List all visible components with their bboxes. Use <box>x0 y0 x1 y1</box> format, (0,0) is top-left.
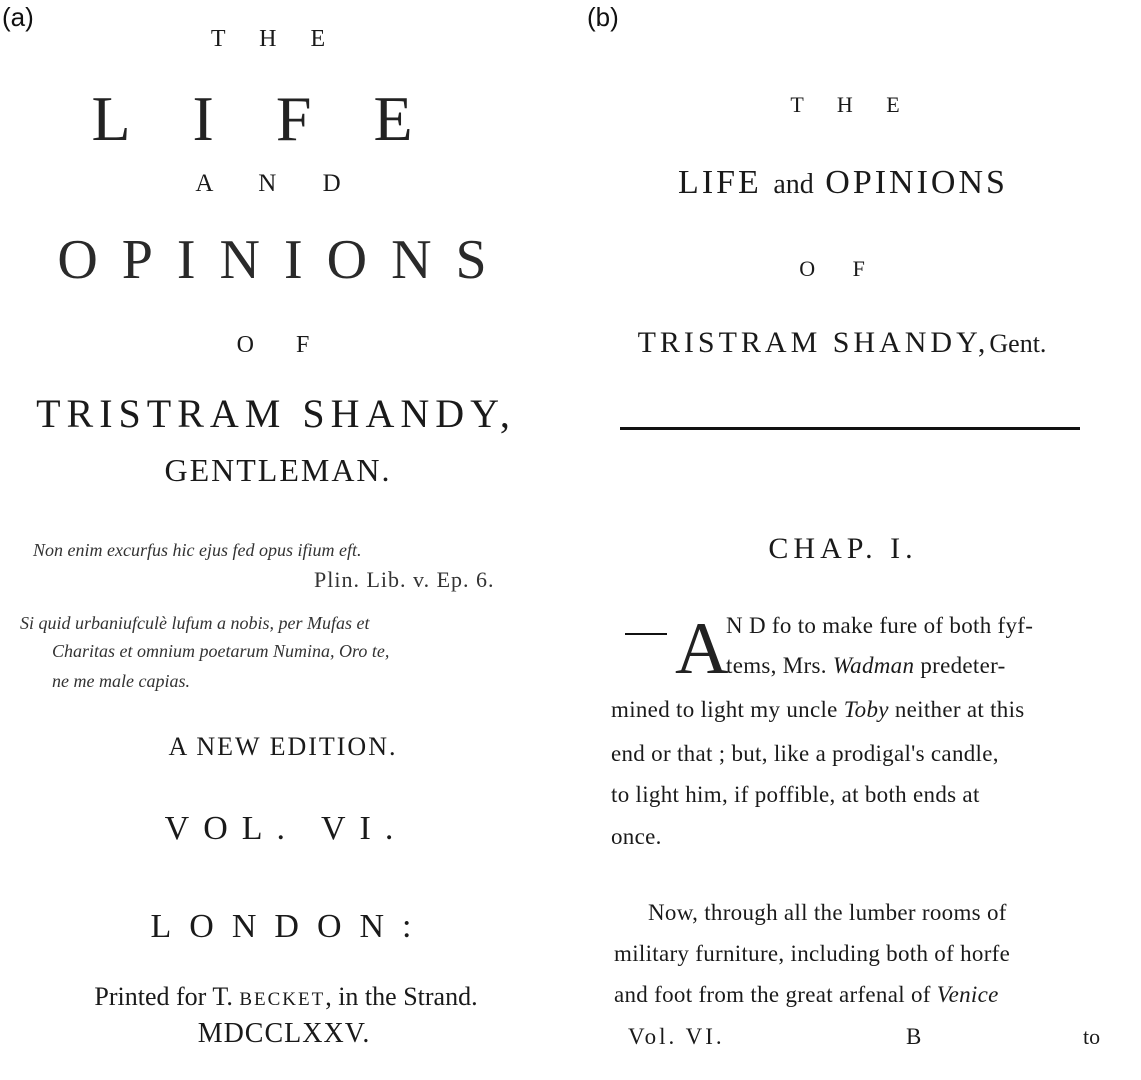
em-dash-rule <box>625 633 667 635</box>
header-and: and <box>773 169 814 200</box>
para2-line-2: military furniture, including both of horfe <box>614 941 1011 966</box>
title-the: T H E <box>210 26 340 52</box>
imprint-suffix: , in the Strand. <box>325 982 478 1011</box>
para1-line-2 <box>726 653 1006 679</box>
title-opinions: OPINIONS <box>57 229 511 291</box>
header-opinions: OPINIONS <box>825 164 1008 201</box>
header-name: TRISTRAM SHANDY, <box>637 326 990 359</box>
imprint-prefix: Printed for T. <box>94 982 240 1011</box>
title-of: O F <box>236 332 328 358</box>
name-wadman: Wadman <box>832 653 915 678</box>
title-name: TRISTRAM SHANDY, <box>36 391 516 436</box>
motto-line-3: Si quid urbaniufculè lufum a nobis, per Mufas et <box>20 613 370 633</box>
footer-catchword: to <box>1083 1024 1101 1049</box>
para1-line-1: N D fo to make fure of both fyf- <box>726 613 1034 638</box>
para2-line-3-a: and foot from the great arfenal of <box>614 982 937 1007</box>
footer-signature: B <box>906 1024 922 1049</box>
para1-line-5: to light him, if poffible, at both ends at <box>611 782 980 807</box>
motto-line-4: Charitas et omnium poetarum Numina, Oro te, <box>52 641 390 661</box>
imprint-publisher: BECKET <box>239 989 326 1010</box>
header-life: LIFE <box>678 164 762 201</box>
para1-line-3 <box>611 697 1025 723</box>
name-toby: Toby <box>843 697 889 722</box>
motto-line-5: ne me male capias. <box>52 671 190 691</box>
title-gentleman: GENTLEMAN. <box>164 452 392 488</box>
para1-line-2-b: predeter- <box>914 653 1006 678</box>
chapter-heading: CHAP. I. <box>768 532 918 565</box>
title-and: A N D <box>195 170 361 197</box>
motto-citation: Plin. Lib. v. Ep. 6. <box>314 567 495 592</box>
imprint-date: MDCCLXXV. <box>197 1018 371 1049</box>
header-the: T H E <box>790 92 914 117</box>
footer-volume: Vol. VI. <box>628 1024 725 1049</box>
imprint-line <box>94 982 477 1012</box>
motto-line-1: Non enim excurfus hic ejus fed opus ifium eft. <box>33 540 362 560</box>
volume-label: VOL. VI. <box>164 810 408 847</box>
para1-line-6: once. <box>611 824 662 849</box>
header-life-opinions <box>678 164 1008 202</box>
imprint-city: LONDON: <box>150 908 430 945</box>
name-venice: Venice <box>936 982 999 1007</box>
para2-line-3 <box>614 982 999 1008</box>
header-gent: Gent. <box>989 329 1047 358</box>
panel-b-label: (b) <box>587 2 619 32</box>
title-life: LIFE <box>91 83 475 154</box>
header-name-line <box>638 326 1047 360</box>
header-of: O F <box>799 256 881 281</box>
para2-line-1: Now, through all the lumber rooms of <box>648 900 1007 925</box>
para1-line-2-a: tems, Mrs. <box>726 653 833 678</box>
section-rule <box>620 427 1080 430</box>
drop-cap: A <box>675 608 729 690</box>
para1-line-4: end or that ; but, like a prodigal's candle, <box>611 741 999 766</box>
panel-a-label: (a) <box>2 2 34 32</box>
para1-line-3-b: neither at this <box>888 697 1025 722</box>
para1-line-3-a: mined to light my uncle <box>611 697 844 722</box>
edition-label: A NEW EDITION. <box>168 732 398 761</box>
